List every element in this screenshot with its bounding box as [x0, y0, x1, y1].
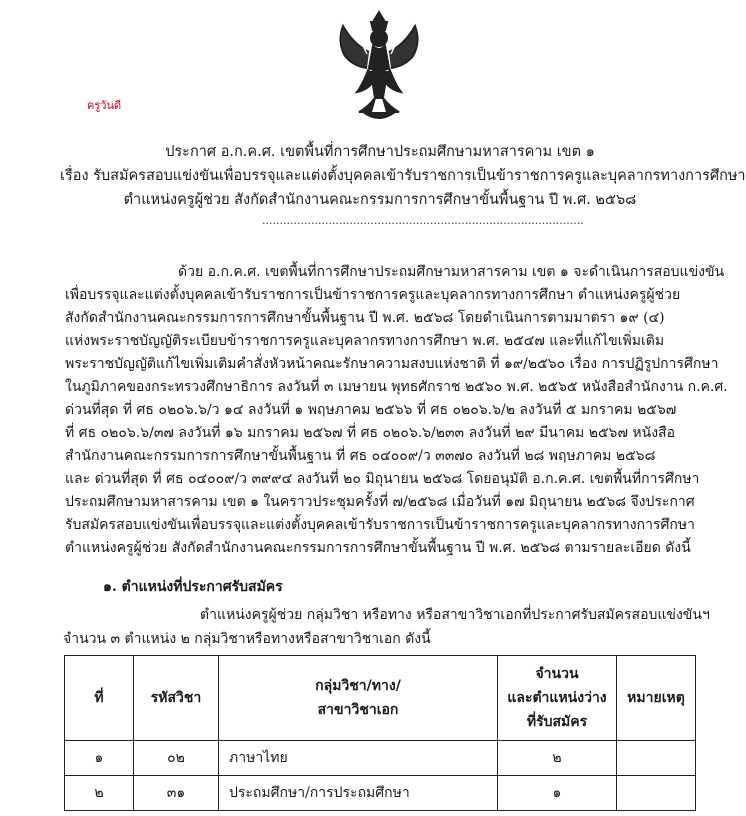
body-line: ในภูมิภาคของกระทรวงศึกษาธิการ ลงวันที่ ๓ เมษายน พุทธศักราช ๒๕๖๐ พ.ศ. ๒๕๖๕ หนังสือสำนักงาน ก.ค.ศ.: [65, 379, 728, 395]
cell-code: ๓๑: [134, 776, 219, 811]
body-line: ตำแหน่งครูผู้ช่วย สังกัดสำนักงานคณะกรรมการการศึกษาขั้นพื้นฐาน ปี พ.ศ. ๒๕๖๘ ตามรายละเอียด ดังนี้: [65, 540, 691, 556]
announcement-heading: ประกาศ อ.ก.ค.ศ. เขตพื้นที่การศึกษาประถมศึกษามหาสารคาม เขต ๑: [165, 144, 595, 160]
cell-note: [617, 741, 696, 776]
header-count: [498, 656, 617, 741]
section-text: จำนวน ๓ ตำแหน่ง ๒ กลุ่มวิชาหรือทางหรือสาขาวิชาเอก ดังนี้: [63, 631, 431, 647]
body-line: เพื่อบรรจุและแต่งตั้งบุคคลเข้ารับราชการเป็นข้าราชการครูและบุคลากรทางการศึกษา ตำแหน่งครูผู้ช่วย: [65, 287, 681, 303]
watermark-signature: ครูวันดี: [87, 99, 122, 112]
cell-code: ๐๒: [134, 741, 219, 776]
announcement-position: ตำแหน่งครูผู้ช่วย สังกัดสำนักงานคณะกรรมการการศึกษาขั้นพื้นฐาน ปี พ.ศ. ๒๕๖๘: [123, 192, 637, 208]
table-header-row: [65, 656, 696, 741]
body-line: ด่วนที่สุด ที่ ศธ ๐๒๐๖.๖/ว ๑๔ ลงวันที่ ๑ พฤษภาคม ๒๕๖๖ ที่ ศธ ๐๒๐๖.๖/๒ ลงวันที่ ๕ มกราคม ๒๕๖๗: [65, 402, 677, 418]
header-count-line: และตำแหน่งว่าง: [507, 690, 607, 706]
positions-table: [64, 655, 696, 811]
table-row: [65, 741, 696, 776]
body-line: ด้วย อ.ก.ค.ศ. เขตพื้นที่การศึกษาประถมศึกษามหาสารคาม เขต ๑ จะดำเนินการสอบแข่งขัน: [178, 264, 725, 280]
body-line: และ ด่วนที่สุด ที่ ศธ ๐๔๐๐๙/ว ๓๙๙๔ ลงวันที่ ๒๐ มิถุนายน ๒๕๖๘ โดยอนุมัติ อ.ก.ค.ศ. เขตพื้นที่การศึกษา: [65, 471, 700, 487]
table-row: [65, 776, 696, 811]
heading-separator: ............................................................................................: [262, 214, 584, 227]
garuda-emblem: [323, 8, 435, 126]
section-text: ตำแหน่งครูผู้ช่วย กลุ่มวิชา หรือทาง หรือสาขาวิชาเอกที่ประกาศรับสมัครสอบแข่งขันฯ: [200, 607, 710, 623]
body-line: ที่ ศธ ๐๒๐๖.๖/๓๗ ลงวันที่ ๑๖ มกราคม ๒๕๖๗ ที่ ศธ ๐๒๐๖.๖/๒๓๓ ลงวันที่ ๒๙ มีนาคม ๒๕๖๗ หนังสือ: [65, 425, 676, 441]
cell-count: ๑: [498, 776, 617, 811]
body-line: แห่งพระราชบัญญัติระเบียบข้าราชการครูและบุคลากรทางการศึกษา พ.ศ. ๒๕๔๗ และที่แก้ไขเพิ่มเติม: [65, 333, 665, 349]
cell-count: ๒: [498, 741, 617, 776]
body-line: สังกัดสำนักงานคณะกรรมการการศึกษาขั้นพื้นฐาน ปี พ.ศ. ๒๕๖๘ โดยดำเนินการตามมาตรา ๑๙ (๔): [65, 310, 665, 326]
section-title: ๑. ตำแหน่งที่ประกาศรับสมัคร: [103, 579, 283, 595]
header-subject-line: สาขาวิชาเอก: [317, 702, 399, 718]
cell-subject: ภาษาไทย: [219, 741, 498, 776]
body-line: สำนักงานคณะกรรมการการศึกษาขั้นพื้นฐาน ที่ ศธ ๐๔๐๐๙/ว ๓๓๗๐ ลงวันที่ ๒๘ พฤษภาคม ๒๕๖๘: [65, 448, 656, 464]
header-no: ที่: [65, 656, 134, 741]
body-line: ประถมศึกษามหาสารคาม เขต ๑ ในคราวประชุมครั้งที่ ๗/๒๕๖๘ เมื่อวันที่ ๑๗ มิถุนายน ๒๕๖๘ จึงประกาศ: [65, 494, 695, 510]
body-line: รับสมัครสอบแข่งขันเพื่อบรรจุและแต่งตั้งบุคคลเข้ารับราชการเป็นข้าราชการครูและบุคลากรทางการศึกษา: [65, 517, 695, 533]
header-count-line: ที่รับสมัคร: [526, 714, 588, 730]
header-note: หมายเหตุ: [617, 656, 696, 741]
cell-note: [617, 776, 696, 811]
cell-subject: ประถมศึกษา/การประถมศึกษา: [219, 776, 498, 811]
header-subject-line: กลุ่มวิชา/ทาง/: [315, 678, 401, 694]
cell-no: ๑: [65, 741, 134, 776]
header-subject: [219, 656, 498, 741]
body-line: พระราชบัญญัติแก้ไขเพิ่มเติมคำสั่งหัวหน้าคณะรักษาความสงบแห่งชาติ ที่ ๑๙/๒๕๖๐ เรื่อง การปฏิรูปการศึกษา: [65, 356, 719, 372]
cell-no: ๒: [65, 776, 134, 811]
header-count-line: จำนวน: [535, 666, 579, 682]
header-code: รหัสวิชา: [134, 656, 219, 741]
announcement-subject: เรื่อง รับสมัครสอบแข่งขันเพื่อบรรจุและแต่งตั้งบุคคลเข้ารับราชการเป็นข้าราชการครูและบุคลากรทางการศึกษา: [60, 168, 746, 184]
